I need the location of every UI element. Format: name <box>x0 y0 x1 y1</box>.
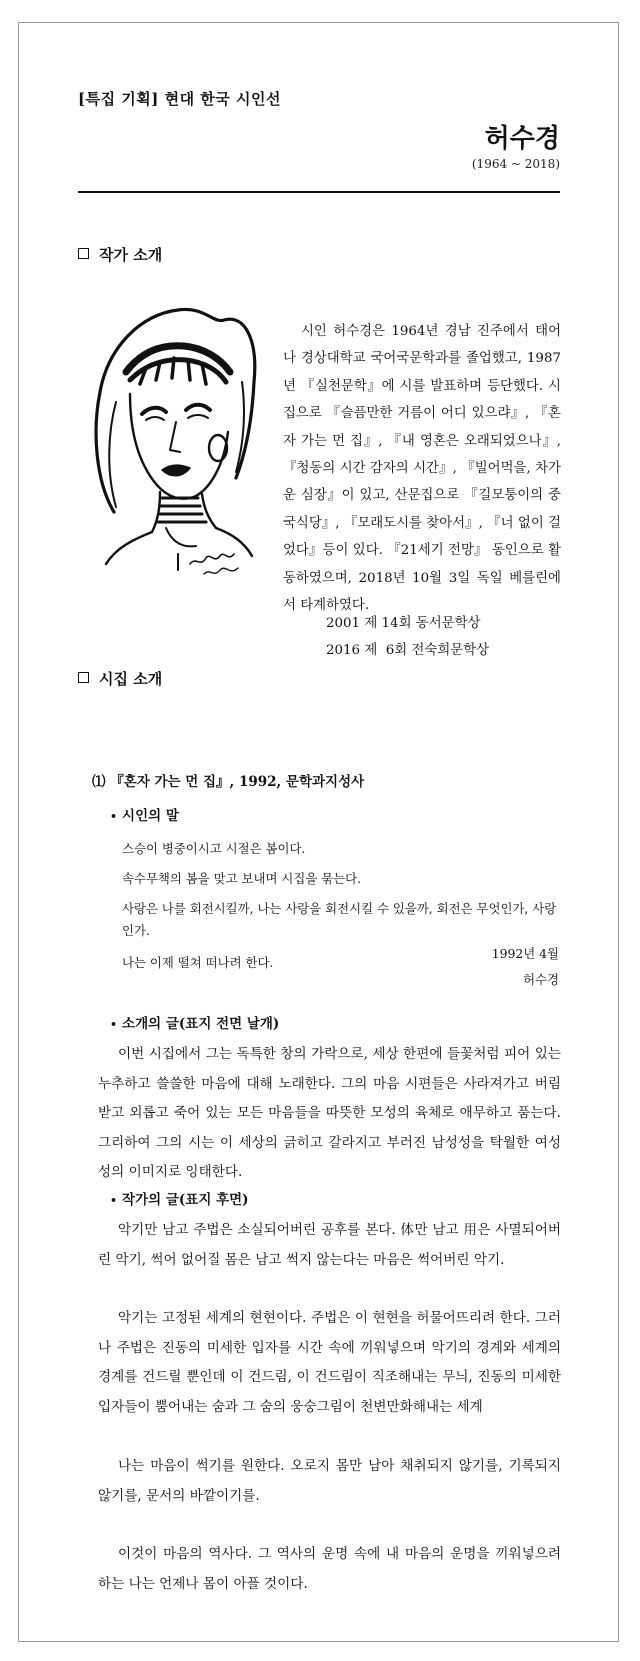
intro-front-text: 이번 시집에서 그는 독특한 창의 가락으로, 세상 한편에 들꽃처럼 피어 있는 누추하고 쓸쓸한 마음에 대해 노래한다. 그의 마음 시편들은 사라져가고 버림받고 외롭고 죽어 있는 모든 마음들을 따뜻한 모성의 육체로 애무하고 품는다. 그리하여 그의 시는 이 세상의 긁히고 갈라지고 부러진 남성성을 탁월한 여성성의 이미지로 잉태한다. <box>98 1046 561 1180</box>
book-title: ⑴ 『혼자 가는 먼 집』, 1992, 문학과지성사 <box>92 774 365 790</box>
square-bullet-icon <box>78 248 89 259</box>
poet-words-label: 시인의 말 <box>122 808 179 824</box>
intro-front-body <box>98 1040 561 1188</box>
poet-words-line: 나는 이제 떨쳐 떠나려 한다. <box>122 955 274 970</box>
author-back-label: 작가의 글(표지 후면) <box>122 1192 249 1208</box>
poet-words-date: 1992년 4월 <box>491 946 559 961</box>
poet-words-heading <box>110 804 179 824</box>
square-bullet-icon <box>78 672 89 683</box>
author-back-body <box>98 1304 561 1422</box>
author-bio-text: 시인 허수경은 1964년 경남 진주에서 태어나 경상대학교 국어국문학과를 졸업했고, 1987년 『실천문학』에 시를 발표하며 등단했다. 시집으로 『슬픔만한 거름이 어디 있으랴』, 『혼자 가는 먼 집』, 『내 영혼은 오래되었으나』, 『청동의 시간 감자의 시간』, 『빌어먹을, 차가운 심장』이 있고, 산문집으로 『길모퉁이의 중국식당』, 『모래도시를 찾아서』, 『너 없이 걸었다』등이 있다. 『21세기 전망』 동인으로 활동하였으며, 2018년 10월 3일 독일 베를린에서 타계하였다. <box>283 324 561 614</box>
poet-dates: (1964 ~ 2018) <box>471 157 560 171</box>
dot-bullet-icon: • <box>110 1194 118 1207</box>
author-back-body <box>98 1216 561 1275</box>
author-back-paragraph: 악기만 남고 주법은 소실되어버린 공후를 본다. 体만 남고 用은 사멸되어버린 악기, 썩어 없어질 몸은 남고 썩지 않는다는 마음은 썩어버린 악기. <box>98 1222 561 1268</box>
author-back-paragraph: 나는 마음이 썩기를 원한다. 오로지 몸만 남아 채취되지 않기를, 기록되지 않기를, 문서의 바깥이기를. <box>98 1458 561 1504</box>
collection-section-heading <box>78 668 162 689</box>
award-item: 2001 제 14회 동서문학상 <box>326 616 481 631</box>
award-item: 2016 제 6회 전숙희문학상 <box>326 643 490 658</box>
poet-words-signature: 허수경 <box>523 972 559 987</box>
poet-words-line: 스승이 병중이시고 시절은 봄이다. <box>122 841 306 856</box>
ink-sketch-portrait-icon <box>86 302 262 588</box>
author-back-paragraph: 이것이 마음의 역사다. 그 역사의 운명 속에 내 마음의 운명을 끼워넣으려 하는 나는 언제나 몸이 아플 것이다. <box>98 1546 561 1592</box>
intro-front-heading <box>110 1012 279 1032</box>
author-back-body <box>98 1452 561 1511</box>
title-divider <box>78 191 560 193</box>
author-section-heading <box>78 244 162 265</box>
poet-words-line: 속수무책의 봄을 맞고 보내며 시집을 묶는다. <box>122 871 362 886</box>
series-title: [특집 기획] 현대 한국 시인선 <box>78 90 281 108</box>
author-section-label: 작가 소개 <box>99 246 163 264</box>
poet-name: 허수경 <box>484 124 560 154</box>
awards-list <box>326 610 489 664</box>
intro-front-label: 소개의 글(표지 전면 날개) <box>122 1016 280 1032</box>
collection-section-label: 시집 소개 <box>99 670 163 688</box>
dot-bullet-icon: • <box>110 810 118 823</box>
author-back-heading <box>110 1188 249 1208</box>
author-bio <box>283 318 561 619</box>
author-back-paragraph: 악기는 고정된 세계의 현현이다. 주법은 이 현현을 허물어뜨리려 한다. 그러나 주법은 진동의 미세한 입자를 시간 속에 끼워넣으며 악기의 경계와 세계의 경계를 건드릴 뿐인데 이 건드림, 이 건드림이 직조해내는 무늬, 진동의 미세한 입자들이 뿜어내는 숨과 그 숨의 웅숭그림이 천변만화해내는 세계 <box>98 1310 561 1415</box>
poet-words-line: 사랑은 나를 회전시킬까, 나는 사랑을 회전시킬 수 있을까, 회전은 무엇인가, 사랑인가. <box>122 901 557 938</box>
author-back-body <box>98 1540 561 1599</box>
dot-bullet-icon: • <box>110 1018 118 1031</box>
